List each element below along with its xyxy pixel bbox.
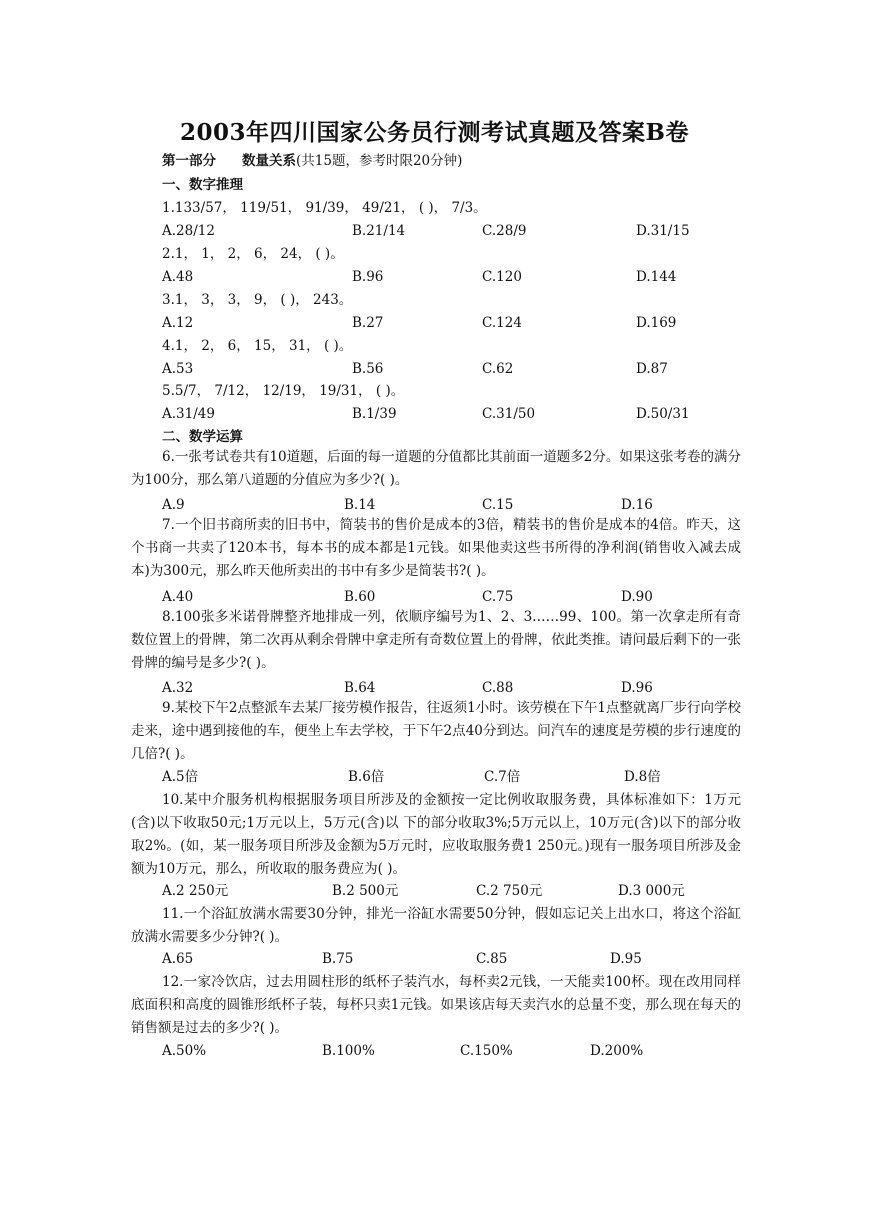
section-heading-2: 二、数学运算 (162, 429, 243, 445)
option-d: D.95 (610, 951, 642, 967)
option-d: D.96 (621, 680, 653, 696)
option-a: A.32 (162, 680, 194, 696)
option-b: B.14 (344, 497, 376, 513)
question-12 (131, 971, 741, 1040)
option-b: B.1/39 (352, 406, 397, 422)
option-b: B.27 (352, 315, 384, 331)
option-c: C.28/9 (482, 223, 527, 239)
question-9-stem: 9.某校下午2点整派车去某厂接劳模作报告，往返须1小时。该劳模在下午1点整就离厂步行向学校走来，途中遇到接他的车，便坐上车去学校，于下午2点40分到达。问汽车的速度是劳模的步行速度的几倍?( )。 (131, 700, 741, 762)
option-d: D.8倍 (624, 769, 661, 785)
option-a: A.50% (162, 1043, 207, 1059)
option-b: B.6倍 (348, 769, 385, 785)
option-b: B.21/14 (352, 223, 406, 239)
question-2: 2.1， 1， 2， 6， 24， ( )。 (162, 246, 344, 262)
option-a: A.65 (162, 951, 194, 967)
option-d: D.169 (636, 315, 677, 331)
question-5: 5.5/7， 7/12， 12/19， 19/31， ( )。 (162, 383, 405, 399)
option-c: C.31/50 (482, 406, 536, 422)
question-6-stem: 6.一张考试卷共有10道题，后面的每一道题的分值都比其前面一道题多2分。如果这张考卷的满分为100分，那么第八道题的分值应为多少?( )。 (131, 449, 741, 488)
option-c: C.88 (482, 680, 514, 696)
question-7-stem: 7.一个旧书商所卖的旧书中，简装书的售价是成本的3倍，精装书的售价是成本的4倍。昨天，这个书商一共卖了120本书，每本书的成本都是1元钱。如果他卖这些书所得的净利润(销售收入减去成本)为300元，那么昨天他所卖出的书中有多少是简装书?( )。 (131, 517, 741, 579)
part-heading (162, 152, 462, 170)
question-4: 4.1， 2， 6， 15， 31， ( )。 (162, 338, 353, 354)
option-a: A.48 (162, 269, 194, 285)
option-c: C.2 750元 (476, 883, 543, 899)
option-c: C.7倍 (484, 769, 521, 785)
option-c: C.15 (482, 497, 514, 513)
option-a: A.9 (162, 497, 185, 513)
option-d: D.200% (590, 1043, 644, 1059)
option-b: B.56 (352, 361, 384, 377)
question-3: 3.1， 3， 3， 9， ( )， 243。 (162, 292, 353, 308)
option-c: C.85 (476, 951, 508, 967)
option-a: A.12 (162, 315, 194, 331)
option-d: D.16 (621, 497, 653, 513)
option-b: B.60 (344, 589, 376, 605)
option-b: B.2 500元 (332, 883, 399, 899)
option-d: D.50/31 (636, 406, 690, 422)
option-b: B.64 (344, 680, 376, 696)
part-note: (共15题，参考时限20分钟) (296, 153, 463, 169)
option-b: B.96 (352, 269, 384, 285)
option-c: C.120 (482, 269, 522, 285)
part-section: 数量关系 (242, 153, 296, 169)
question-1: 1.133/57， 119/51， 91/39， 49/21， ( )， 7/3。 (162, 200, 487, 216)
question-8 (131, 606, 741, 675)
option-d: D.3 000元 (618, 883, 685, 899)
option-a: A.28/12 (162, 223, 215, 239)
question-10-stem: 10.某中介服务机构根据服务项目所涉及的金额按一定比例收取服务费，具体标准如下：1万元(含)以下收取50元;1万元以上，5万元(含)以 下的部分收取3%;5万元以上，10万元(含)以下的部分收取2%。(如，某一服务项目所涉及金额为5万元时，应收取服务费1 250元。)现有一服务项目所涉及金额为10万元，那么，所收取的服务费应为( )。 (131, 792, 741, 877)
option-b: B.100% (322, 1043, 375, 1059)
option-c: C.62 (482, 361, 514, 377)
option-c: C.150% (460, 1043, 513, 1059)
part-label: 第一部分 (162, 153, 216, 169)
question-11-stem: 11.一个浴缸放满水需要30分钟，排光一浴缸水需要50分钟，假如忘记关上出水口，将这个浴缸放满水需要多少分钟?( )。 (131, 906, 741, 945)
question-7 (131, 514, 741, 583)
option-d: D.87 (636, 361, 668, 377)
option-d: D.31/15 (636, 223, 690, 239)
option-a: A.5倍 (162, 769, 199, 785)
question-9 (131, 697, 741, 766)
option-d: D.90 (621, 589, 653, 605)
option-a: A.40 (162, 589, 194, 605)
question-6 (131, 446, 741, 492)
question-10 (131, 789, 741, 881)
section-heading-1: 一、数字推理 (162, 177, 243, 193)
option-b: B.75 (322, 951, 354, 967)
question-12-stem: 12.一家冷饮店，过去用圆柱形的纸杯子装汽水，每杯卖2元钱，一天能卖100杯。现在改用同样底面积和高度的圆锥形纸杯子装，每杯只卖1元钱。如果该店每天卖汽水的总量不变，那么现在每天的销售额是过去的多少?( )。 (131, 974, 741, 1036)
option-a: A.2 250元 (162, 883, 229, 899)
page-title: 2003年四川国家公务员行测考试真题及答案B卷 (180, 119, 689, 146)
question-11 (131, 903, 741, 949)
question-8-stem: 8.100张多米诺骨牌整齐地排成一列，依顺序编号为1、2、3……99、100。第一次拿走所有奇数位置上的骨牌，第二次再从剩余骨牌中拿走所有奇数位置上的骨牌，依此类推。请问最后剩下的一张骨牌的编号是多少?( )。 (131, 609, 741, 671)
option-a: A.53 (162, 361, 194, 377)
option-c: C.75 (482, 589, 514, 605)
option-c: C.124 (482, 315, 522, 331)
option-d: D.144 (636, 269, 677, 285)
option-a: A.31/49 (162, 406, 215, 422)
